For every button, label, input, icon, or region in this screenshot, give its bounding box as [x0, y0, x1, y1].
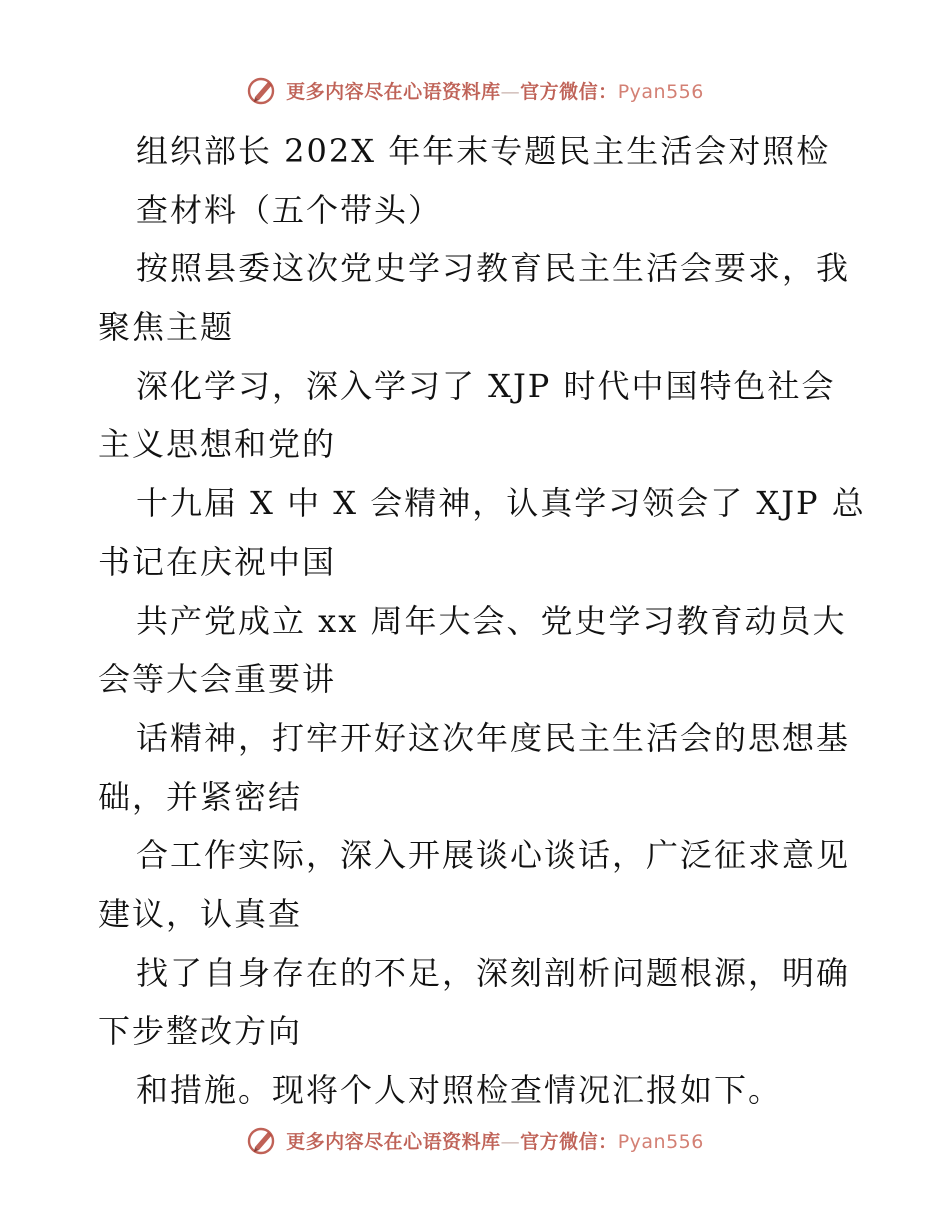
paragraph-line: 按照县委这次党史学习教育民主生活会要求，我 — [136, 249, 851, 288]
paragraph-line: 书记在庆祝中国 — [98, 542, 337, 581]
paragraph-line: 共产党成立 xx 周年大会、党史学习教育动员大 — [136, 601, 847, 640]
paragraph-line: 话精神，打牢开好这次年度民主生活会的思想基 — [136, 718, 851, 757]
paragraph-line: 建议，认真查 — [98, 894, 303, 933]
paragraph-line: 深化学习，深入学习了 XJP 时代中国特色社会 — [136, 366, 836, 405]
watermark-text: 更多内容尽在心语资料库—官方微信：Pyan556 — [286, 80, 704, 103]
paragraph-line: 础，并紧密结 — [98, 777, 303, 816]
paragraph-line: 和措施。现将个人对照检查情况汇报如下。 — [136, 1071, 783, 1109]
watermark-footer — [0, 1120, 950, 1160]
paragraph-line: 合工作实际，深入开展谈心谈话，广泛征求意见 — [136, 836, 851, 875]
document-title-line: 组织部长 202X 年年末专题民主生活会对照检 — [136, 132, 831, 170]
watermark-header — [0, 70, 950, 110]
paragraph-line: 找了自身存在的不足，深刻剖析问题根源，明确 — [136, 953, 851, 992]
pen-logo-icon — [246, 1123, 280, 1157]
watermark-text: 更多内容尽在心语资料库—官方微信：Pyan556 — [286, 1130, 704, 1153]
paragraph-line: 主义思想和党的 — [98, 425, 337, 464]
pen-logo-icon — [246, 73, 280, 107]
document-body — [98, 122, 866, 1120]
document-title-line: 查材料（五个带头） — [136, 190, 443, 229]
paragraph-line: 会等大会重要讲 — [98, 660, 337, 699]
paragraph-line: 下步整改方向 — [98, 1012, 303, 1051]
paragraph-line: 聚焦主题 — [98, 308, 235, 347]
paragraph-line: 十九届 X 中 X 会精神，认真学习领会了 XJP 总 — [136, 484, 866, 523]
